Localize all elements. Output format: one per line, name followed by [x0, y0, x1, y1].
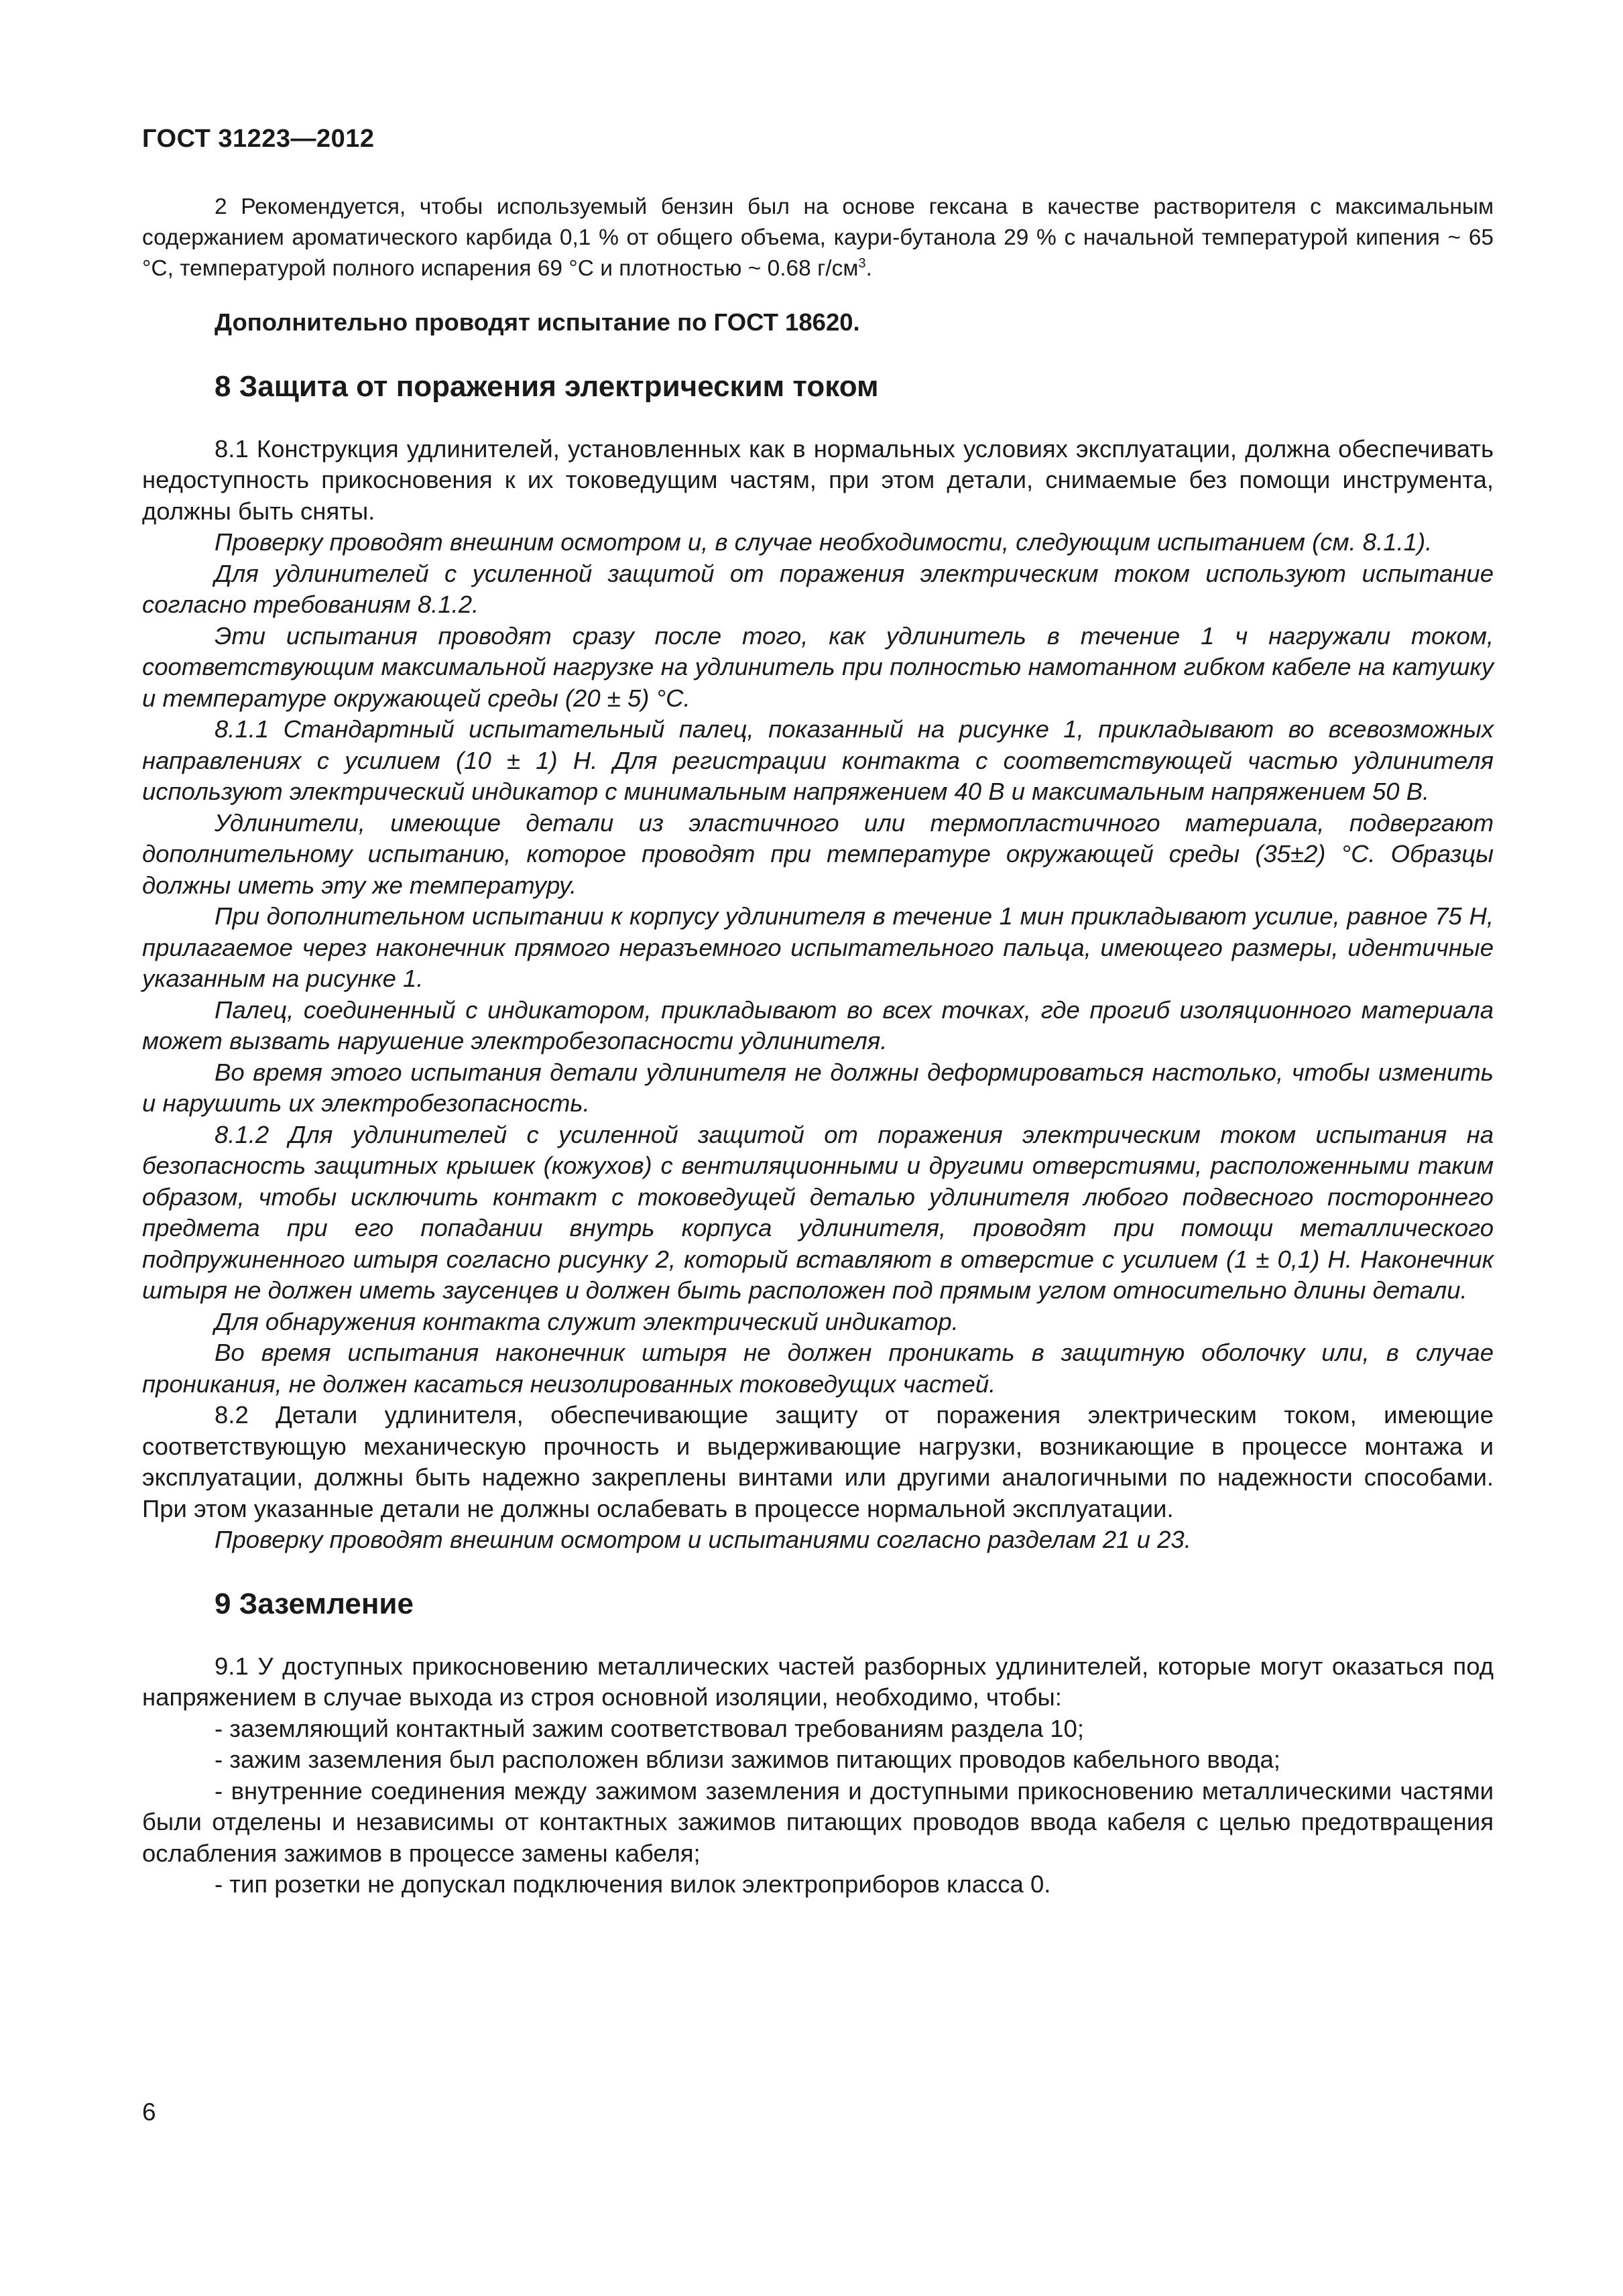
list-item: - тип розетки не допускал подключения вилок электроприборов класса 0. — [215, 1870, 1051, 1898]
section-8-paragraph: Во время испытания наконечник штыря не должен проникать в защитную оболочку или, в случае проникания, не должен касаться неизолированных токоведущих частей. — [142, 1339, 1494, 1398]
page-number: 6 — [142, 2098, 156, 2126]
section-9-paragraph: 9.1 У доступных прикосновению металлических частей разборных удлинителей, которые могут оказаться под напряжением в случае выхода из строя основной изоляции, необходимо, чтобы: — [142, 1652, 1494, 1711]
spacer — [142, 339, 1494, 367]
section-8-paragraph: 8.1.2 Для удлинителей с усиленной защитой от поражения электрическим током испытания на безопасность защитных крышек (кожухов) с вентиляционными и другими отверстиями, расположенными таким образом, чтобы исключить контакт с токоведущей деталью удлинителя любого подвесного постороннего предмета при его попадании внутрь корпуса удлинителя, проводят при помощи металлического подпружиненного штыря согласно рисунку 2, который вставляют в отверстие с усилием (1 ± 0,1) Н. Наконечник штыря не должен иметь заусенцев и должен быть расположен под прямым углом относительно длины детали. — [142, 1120, 1494, 1304]
list-item: - заземляющий контактный зажим соответствовал требованиям раздела 10; — [215, 1714, 1084, 1742]
section-8-paragraph: Палец, соединенный с индикатором, прикладывают во всех точках, где прогиб изоляционного материала может вызвать нарушение электробезопасности удлинителя. — [142, 995, 1494, 1054]
section-8-paragraph: При дополнительном испытании к корпусу удлинителя в течение 1 мин прикладывают усилие, равное 75 Н, прилагаемое через наконечник прямого неразъемного испытательного пальца, имеющего размеры, идентичные указанным на рисунке 1. — [142, 902, 1494, 992]
section-8-paragraph: Во время этого испытания детали удлинителя не должны деформироваться настолько, чтобы изменить и нарушить их электробезопасность. — [142, 1058, 1494, 1117]
section-8-heading: 8 Защита от поражения электрическим током — [215, 369, 879, 403]
section-8-paragraph: 8.1.1 Стандартный испытательный палец, показанный на рисунке 1, прикладывают во всевозможных направлениях с усилием (10 ± 1) Н. Для регистрации контакта с соответствующей частью удлинителя используют электрический индикатор с минимальным напряжением 40 В и максимальным напряжением 50 В. — [142, 715, 1494, 805]
section-8-paragraph: 8.1 Конструкция удлинителей, установленных как в нормальных условиях эксплуатации, должна обеспечивать недоступность прикосновения к их токоведущим частям, при этом детали, снимаемые без помощи инструмента, должны быть сняты. — [142, 434, 1494, 525]
section-8-paragraph: Проверку проводят внешним осмотром и, в случае необходимости, следующим испытанием (см. 8.1.1). — [215, 528, 1433, 556]
page-content — [142, 192, 1494, 1900]
standard-header: ГОСТ 31223—2012 — [142, 125, 375, 153]
spacer — [142, 407, 1494, 434]
note-2-text: 2 Рекомендуется, чтобы используемый бензин был на основе гексана в качестве растворителя с максимальным содержанием ароматического карбида 0,1 % от общего объема, каури-бутанола 29 % с начальной температурой кипения ~ 65 °С, температурой полного испарения 69 °С и плотностью ~ 0.68 г/см — [142, 194, 1494, 281]
section-9-heading: 9 Заземление — [215, 1587, 414, 1620]
section-8-paragraph: 8.2 Детали удлинителя, обеспечивающие защиту от поражения электрическим током, имеющие соответствующую механическую прочность и выдерживающие нагрузки, возникающие в процессе монтажа и эксплуатации, должны быть надежно закреплены винтами или другими аналогичными по надежности способами. При этом указанные детали не должны ослабевать в процессе нормальной эксплуатации. — [142, 1401, 1494, 1522]
section-8-paragraph: Для удлинителей с усиленной защитой от поражения электрическим током используют испытание согласно требованиям 8.1.2. — [142, 559, 1494, 618]
note-2 — [142, 192, 1494, 284]
note-2-end: . — [865, 256, 872, 281]
extra-test-line: Дополнительно проводят испытание по ГОСТ 18620. — [215, 308, 860, 336]
section-8-paragraph: Эти испытания проводят сразу после того, как удлинитель в течение 1 ч нагружали током, соответствующим максимальной нагрузке на удлинитель при полностью намотанном гибком кабеле на катушку и температуре окружающей среды (20 ± 5) °С. — [142, 621, 1494, 712]
section-8-paragraph: Удлинители, имеющие детали из эластичного или термопластичного материала, подвергают дополнительному испытанию, которое проводят при температуре окружающей среды (35±2) °С. Образцы должны иметь эту же температуру. — [142, 808, 1494, 899]
spacer — [142, 1556, 1494, 1584]
section-8-paragraph: Для обнаружения контакта служит электрический индикатор. — [215, 1307, 959, 1335]
section-8-paragraph: Проверку проводят внешним осмотром и испытаниями согласно разделам 21 и 23. — [215, 1526, 1191, 1553]
list-item: - зажим заземления был расположен вблизи зажимов питающих проводов кабельного ввода; — [215, 1746, 1280, 1773]
spacer — [142, 284, 1494, 307]
list-item: - внутренние соединения между зажимом заземления и доступными прикосновению металлическими частями были отделены и независимы от контактных зажимов питающих проводов ввода кабеля с целью предотвращения ослабления зажимов в процессе замены кабеля; — [142, 1776, 1494, 1867]
note-2-superscript: 3 — [858, 255, 866, 271]
spacer — [142, 1624, 1494, 1651]
